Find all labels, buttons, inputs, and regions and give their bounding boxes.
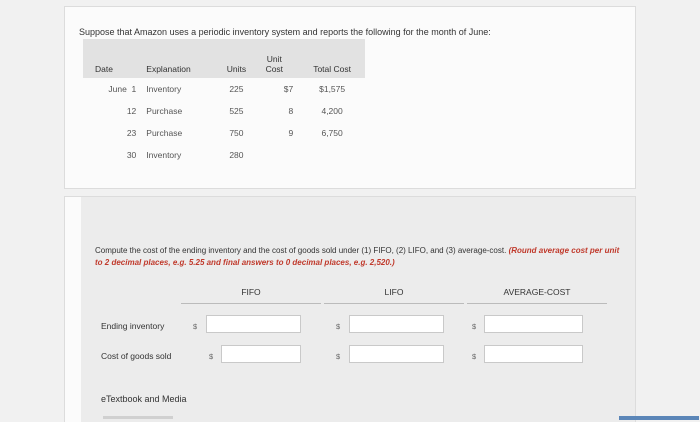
explanation-cell: Inventory: [146, 150, 182, 160]
currency-sign: $: [209, 352, 214, 361]
etextbook-media-link[interactable]: eTextbook and Media: [101, 394, 187, 404]
explanation-cell: Purchase: [146, 128, 183, 138]
total-cost-cell: 6,750: [321, 128, 343, 138]
header-total-cost: Total Cost: [313, 64, 351, 74]
cost-of-goods-sold-fifo-input[interactable]: [221, 345, 301, 363]
submit-button-edge[interactable]: [619, 416, 699, 420]
header-unit-cost: [255, 39, 299, 78]
instruction-main: Compute the cost of the ending inventory and the cost of goods sold under (1) FIFO, (2) LIFO, and (3) average-cost.: [95, 246, 507, 255]
divider: [103, 416, 173, 419]
inventory-table: [83, 39, 365, 166]
table-row: [83, 100, 365, 122]
currency-sign: $: [472, 322, 477, 331]
units-cell: 750: [229, 128, 244, 138]
day-label: 1: [131, 84, 137, 94]
currency-sign: $: [472, 352, 477, 361]
ending-inventory-lifo-input[interactable]: [349, 315, 444, 333]
day-label: 30: [126, 150, 137, 160]
date-cell: [83, 78, 140, 100]
column-header-lifo: LIFO: [324, 287, 464, 304]
column-header-average-cost: AVERAGE-COST: [467, 287, 607, 304]
header-units: Units: [226, 64, 247, 74]
rounding-note: (Round average cost per unit to 2 decimal places, e.g. 5.25 and final answers to 0 decimal places, e.g. 2,520.): [95, 246, 620, 267]
table-row: [83, 144, 365, 166]
units-cell: 525: [229, 106, 244, 116]
unit-cost-cell: 9: [288, 128, 294, 138]
problem-statement: Suppose that Amazon uses a periodic inventory system and reports the following for the month of June:: [79, 27, 491, 37]
table-row: [83, 122, 365, 144]
header-unit-cost-line1: Unit: [266, 54, 282, 64]
ending-inventory-fifo-input[interactable]: [206, 315, 301, 333]
unit-cost-cell: 8: [288, 106, 294, 116]
unit-cost-cell: $7: [283, 84, 294, 94]
table-row: [83, 78, 365, 100]
date-cell: [83, 144, 140, 166]
table-header-row: [83, 39, 365, 78]
date-cell: [83, 122, 140, 144]
explanation-cell: Inventory: [146, 84, 182, 94]
total-cost-cell: [299, 144, 365, 166]
unit-cost-cell: [255, 144, 299, 166]
cost-of-goods-sold-lifo-input[interactable]: [349, 345, 444, 363]
month-label: June: [108, 84, 127, 94]
units-cell: 225: [229, 84, 244, 94]
cost-of-goods-sold-average-cost-input[interactable]: [484, 345, 583, 363]
currency-sign: $: [193, 322, 198, 331]
currency-sign: $: [336, 322, 341, 331]
day-label: 23: [126, 128, 137, 138]
ending-inventory-label: Ending inventory: [101, 321, 165, 331]
instruction-text: [95, 245, 625, 269]
ending-inventory-average-cost-input[interactable]: [484, 315, 583, 333]
problem-panel: [64, 6, 636, 189]
day-label: 12: [126, 106, 137, 116]
header-unit-cost-line2: Cost: [265, 64, 284, 74]
header-date: Date: [95, 64, 113, 74]
total-cost-cell: $1,575: [319, 84, 346, 94]
cost-of-goods-sold-label: Cost of goods sold: [101, 351, 172, 361]
column-header-fifo: FIFO: [181, 287, 321, 304]
units-cell: 280: [229, 150, 244, 160]
date-cell: [83, 100, 140, 122]
explanation-cell: Purchase: [146, 106, 183, 116]
header-explanation: Explanation: [146, 64, 191, 74]
total-cost-cell: 4,200: [321, 106, 343, 116]
question-box: [81, 197, 635, 422]
part-a-panel: [64, 196, 636, 422]
currency-sign: $: [336, 352, 341, 361]
